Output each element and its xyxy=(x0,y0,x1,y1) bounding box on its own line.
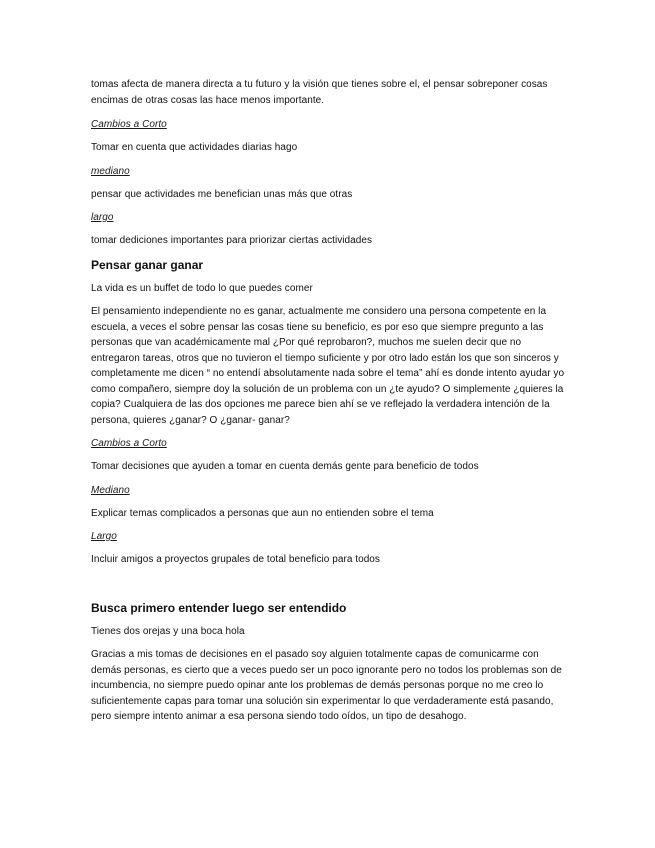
subheading-mediano: mediano xyxy=(91,165,130,177)
heading-pensar-ganar-ganar: Pensar ganar ganar xyxy=(91,257,204,272)
subheading-mediano-2: Mediano xyxy=(91,484,130,496)
subheading-largo: largo xyxy=(91,212,114,223)
subheading-corto: Cambios a Corto xyxy=(91,119,167,130)
text-mediano-2: Explicar temas complicados a personas que aun no entienden sobre el tema xyxy=(91,507,434,519)
quote-orejas: Tienes dos orejas y una boca hola xyxy=(91,625,245,637)
paragraph-pensamiento: El pensamiento independiente no es ganar, actualmente me considero una persona competente en la escuela, a veces el sobre pensar las cosas tiene su beneficio, es por eso que siempre pregunto a las personas que van académicamente mal ¿Por qué reprobaron?, muchos me suelen decir que no entregaron tareas, otros que no tuvieron el tiempo suficiente y por otro lado están los que son sinceros y completamente me dicen “ no entendí absolutamente nada sobre el tema” ahí es donde intento ayudar yo como compañero, siempre doy la solución de un problema con un ¿te ayudo? O simplemente ¿quieres la copia? Cualquiera de las dos opciones me parece bien ahí se ve reflejado la verdadera intención de la persona, quieres ¿ganar? O ¿ganar- ganar? xyxy=(91,306,565,426)
paragraph-gracias: Gracias a mis tomas de decisiones en el pasado soy alguien totalmente capas de comunicarme con demás personas, es cierto que a veces puedo ser un poco ignorante pero no todos los problemas son de incumbencia, no siempre puedo opinar ante los problemas de demás personas porque no me creo lo suficientemente capas para tomar una solución sin experimentar lo que verdaderamente está pasando, pero siempre intento animar a esa persona siendo todo oídos, un tipo de desahogo. xyxy=(91,649,562,722)
heading-busca-primero-entender: Busca primero entender luego ser entendido xyxy=(91,600,347,615)
intro-paragraph: tomas afecta de manera directa a tu futuro y la visión que tienes sobre el, el pensar sobreponer cosas encimas de otras cosas las hace menos importante. xyxy=(91,79,548,106)
subheading-corto-2: Cambios a Corto xyxy=(91,438,167,449)
subheading-largo-2: Largo xyxy=(91,531,117,542)
text-corto: Tomar en cuenta que actividades diarias hago xyxy=(91,142,298,153)
text-mediano: pensar que actividades me benefician unas más que otras xyxy=(91,188,353,200)
document-page xyxy=(91,77,569,725)
text-corto-2: Tomar decisiones que ayuden a tomar en cuenta demás gente para beneficio de todos xyxy=(91,461,479,472)
quote-buffet: La vida es un buffet de todo lo que puedes comer xyxy=(91,282,313,294)
text-largo-2: Incluir amigos a proyectos grupales de total beneficio para todos xyxy=(91,554,380,565)
text-largo: tomar dediciones importantes para priorizar ciertas actividades xyxy=(91,235,373,246)
